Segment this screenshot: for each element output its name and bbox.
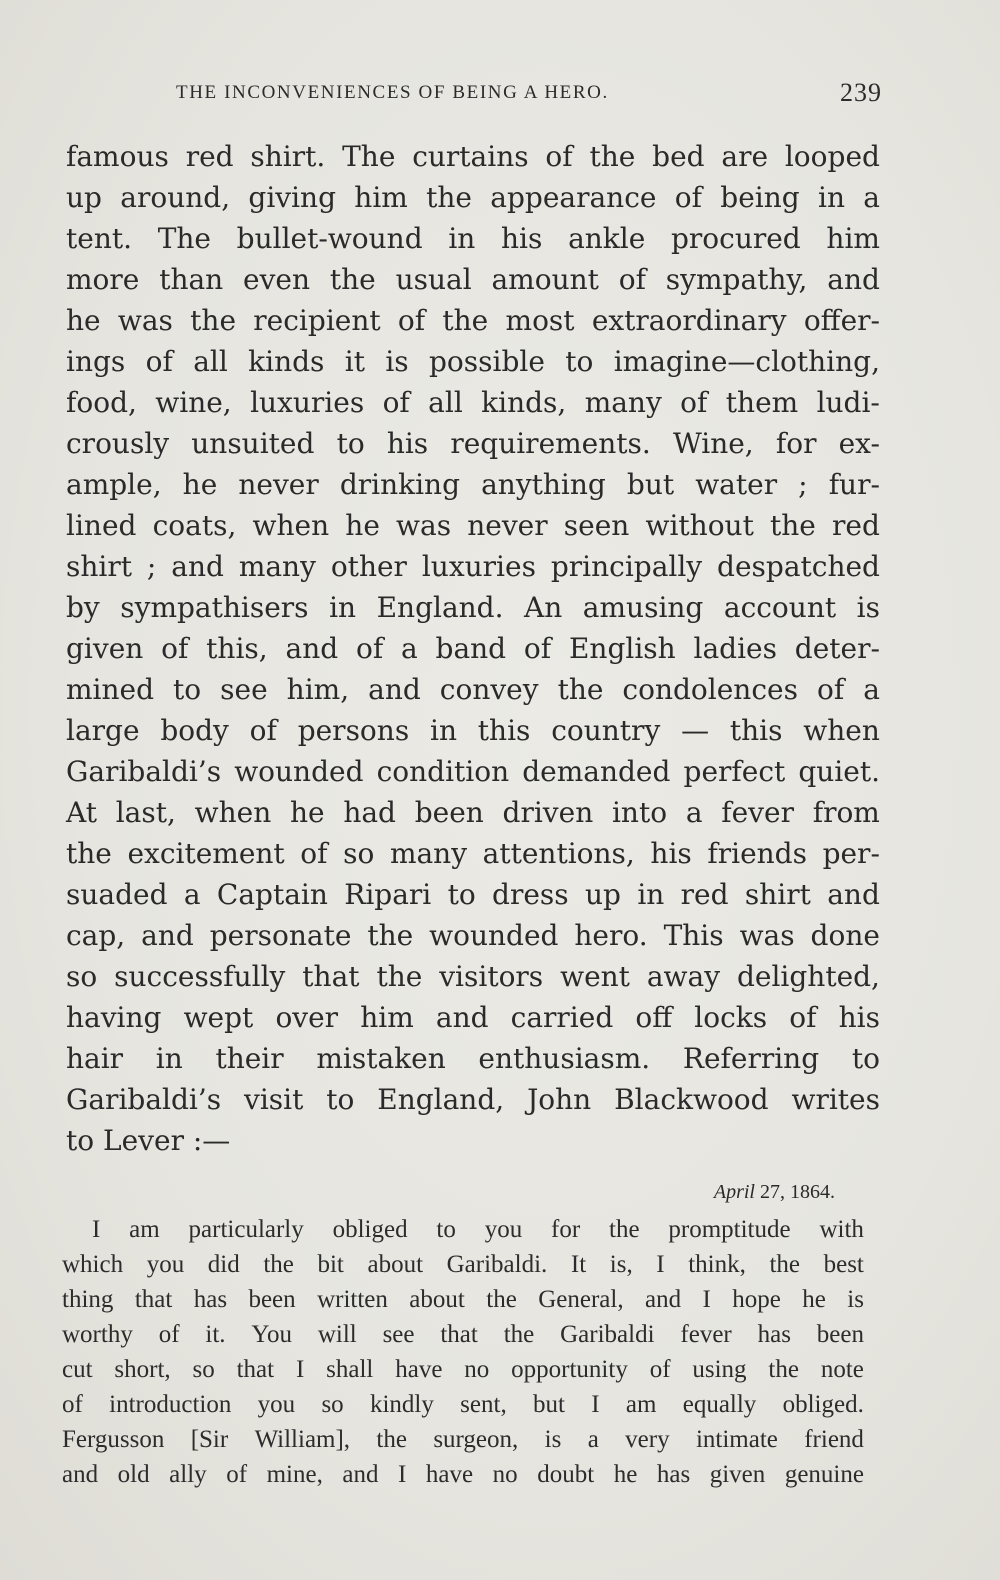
letter-line: cut short, so that I shall have no opportunity of using the note — [62, 1356, 864, 1383]
letter-line: Fergusson [Sir William], the surgeon, is a very intimate friend — [62, 1426, 864, 1453]
text-line: large body of persons in this country — this when — [66, 714, 880, 747]
text-line: the excitement of so many attentions, his friends per- — [66, 837, 880, 870]
dateline-date: 27, 1864. — [760, 1181, 835, 1203]
text-line: Garibaldi’s wounded condition demanded perfect quiet. — [66, 755, 880, 788]
text-line: shirt ; and many other luxuries principally despatched — [66, 550, 880, 583]
text-line: up around, giving him the appearance of being in a — [66, 181, 880, 214]
letter-line: and old ally of mine, and I have no doubt he has given genuine — [62, 1461, 864, 1488]
text-line: hair in their mistaken enthusiasm. Referring to — [66, 1042, 880, 1075]
letter-line: which you did the bit about Garibaldi. It is, I think, the best — [62, 1251, 864, 1278]
letter-line: of introduction you so kindly sent, but I am equally obliged. — [62, 1391, 864, 1418]
letter-line: I am particularly obliged to you for the promptitude with — [92, 1216, 864, 1243]
text-line: to Lever :— — [66, 1124, 231, 1157]
quoted-letter — [62, 1212, 864, 1492]
text-line: tent. The bullet-wound in his ankle procured him — [66, 222, 880, 255]
text-line: crously unsuited to his requirements. Wine, for ex- — [66, 427, 880, 460]
text-line: famous red shirt. The curtains of the bed are looped — [66, 140, 880, 173]
dateline-month: April — [713, 1181, 755, 1203]
letter-dateline — [714, 1181, 835, 1204]
running-title: THE INCONVENIENCES OF BEING A HERO. — [176, 82, 609, 103]
page-number: 239 — [840, 78, 882, 107]
text-line: lined coats, when he was never seen without the red — [66, 509, 880, 542]
text-line: by sympathisers in England. An amusing account is — [66, 591, 880, 624]
letter-line: worthy of it. You will see that the Garibaldi fever has been — [62, 1321, 864, 1348]
text-line: ings of all kinds it is possible to imagine—clothing, — [66, 345, 880, 378]
running-head — [176, 78, 882, 108]
text-line: more than even the usual amount of sympathy, and — [66, 263, 880, 296]
text-line: he was the recipient of the most extraordinary offer- — [66, 304, 880, 337]
text-line: having wept over him and carried off locks of his — [66, 1001, 880, 1034]
text-line: mined to see him, and convey the condolences of a — [66, 673, 880, 706]
text-line: suaded a Captain Ripari to dress up in red shirt and — [66, 878, 880, 911]
text-line: cap, and personate the wounded hero. This was done — [66, 919, 880, 952]
text-line: food, wine, luxuries of all kinds, many of them ludi- — [66, 386, 880, 419]
text-line: so successfully that the visitors went away delighted, — [66, 960, 880, 993]
body-paragraph — [66, 136, 880, 1161]
letter-line: thing that has been written about the General, and I hope he is — [62, 1286, 864, 1313]
text-line: Garibaldi’s visit to England, John Blackwood writes — [66, 1083, 880, 1116]
text-line: At last, when he had been driven into a fever from — [66, 796, 880, 829]
text-line: given of this, and of a band of English ladies deter- — [66, 632, 880, 665]
text-line: ample, he never drinking anything but water ; fur- — [66, 468, 880, 501]
